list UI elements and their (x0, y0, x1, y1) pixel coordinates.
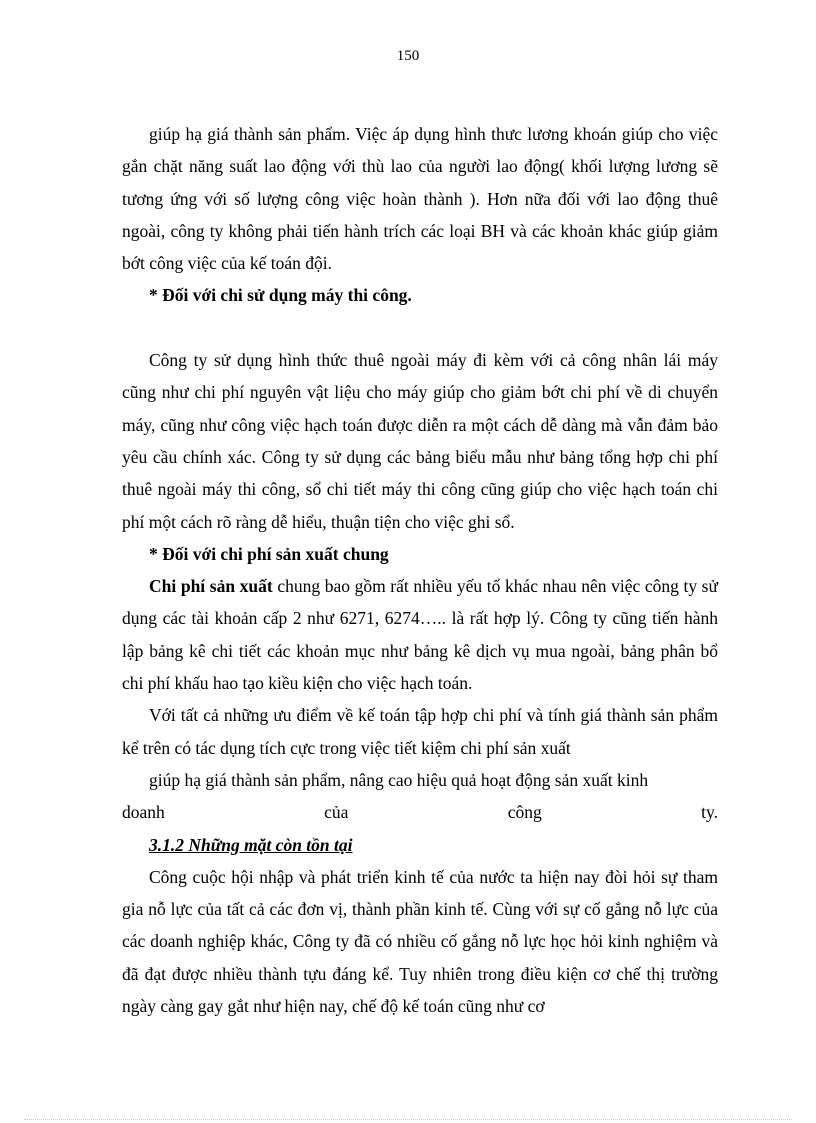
blank-line (122, 312, 718, 344)
word: ty. (701, 802, 718, 823)
paragraph-machine-rental: Công ty sử dụng hình thức thuê ngoài máy đi kèm với cả công nhân lái máy cũng như chi phí nguyên vật liệu cho máy giúp cho giảm bớt chi phí về di chuyển máy, cũng như công việc hạch toán được diễn ra một cách dễ dàng mà vẫn đảm bảo yêu cầu chính xác. Công ty sử dụng các bảng biểu mẫu như bảng tổng hợp chi phí thuê ngoài máy thi công, sổ chi tiết máy thi công cũng giúp cho việc hạch toán chi phí một cách rõ ràng dễ hiểu, thuận tiện cho việc ghi sổ. (122, 350, 718, 532)
justified-last-line (122, 796, 718, 828)
footer-divider (24, 1119, 792, 1120)
heading-general-production-cost: * Đối với chi phí sản xuất chung (149, 543, 389, 564)
paragraph-lower-cost: giúp hạ giá thành sản phẩm, nâng cao hiệu quả hoạt động sản xuất kinh (149, 769, 649, 790)
word: của (324, 802, 349, 823)
page-number: 150 (396, 48, 420, 64)
paragraph-labor-cost: giúp hạ giá thành sản phẩm. Việc áp dụng hình thưc lương khoán giúp cho việc gắn chặt năng suất lao động với thù lao của người lao động( khối lượng lương sẽ tương ứng với số lượng công việc hoàn thành ). Hơn nữa đối với lao động thuê ngoài, công ty không phải tiến hành trích các loại BH và các khoản khác giúp giảm bớt công việc của kế toán đội. (122, 124, 718, 274)
section-heading-limitations: 3.1.2 Những mặt còn tồn tại (149, 834, 353, 855)
paragraph-advantages: Với tất cả những ưu điểm về kế toán tập hợp chi phí và tính giá thành sản phẩm kể trên có tác dụng tích cực trong việc tiết kiệm chi phí sản xuất (122, 705, 718, 758)
word: công (507, 802, 542, 823)
document-body (122, 118, 718, 1022)
general-cost-text: chung bao gồm rất nhiều yếu tố khác nhau nên việc công ty sử dụng các tài khoản cấp 2 như 6271, 6274….. là rất hợp lý. Công ty cũng tiến hành lập bảng kê chi tiết các khoản mục như bảng kê dịch vụ mua ngoài, bảng phân bổ chi phí khấu hao tạo kiều kiện cho việc hạch toán. (122, 576, 718, 694)
paragraph-general-cost (122, 570, 718, 699)
heading-machine-cost: * Đối với chi sử dụng máy thi công. (149, 285, 412, 306)
paragraph-integration: Công cuộc hội nhập và phát triển kinh tế của nước ta hiện nay đòi hỏi sự tham gia nỗ lực của tất cả các đơn vị, thành phần kinh tế. Cùng với sự cố gắng nỗ lực của các doanh nghiệp khác, Công ty đã có nhiều cố gắng nỗ lực học hỏi kinh nghiệm và đã đạt được nhiều thành tựu đáng kể. Tuy nhiên trong điều kiện cơ chế thị trường ngày càng gay gắt như hiện nay, chế độ kế toán cũng như cơ (122, 866, 718, 1017)
general-cost-term: Chi phí sản xuất (149, 576, 273, 597)
word: doanh (122, 802, 165, 823)
